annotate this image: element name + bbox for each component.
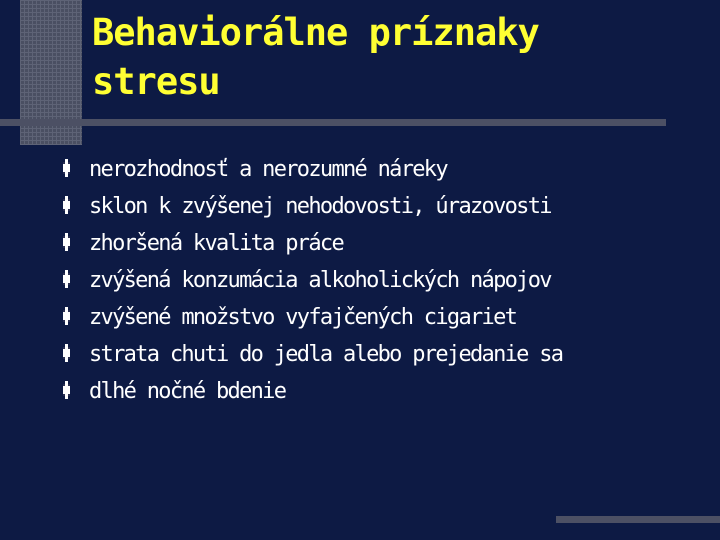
bullet-icon (63, 199, 70, 211)
bullet-text: zhoršená kvalita práce (89, 231, 343, 256)
bullet-icon (63, 310, 70, 322)
bullet-icon (63, 236, 70, 248)
bullet-text: strata chuti do jedla alebo prejedanie sa (89, 342, 563, 367)
slide-title (92, 8, 539, 106)
title-divider (0, 119, 666, 126)
bullet-icon (63, 273, 70, 285)
slide-title-line-2: stresu (92, 60, 220, 103)
bullet-text: nerozhodnosť a nerozumné náreky (89, 157, 447, 182)
decorative-corner-bar (556, 516, 720, 523)
bullet-text: sklon k zvýšenej nehodovosti, úrazovosti (89, 194, 551, 219)
bullet-text: dlhé nočné bdenie (89, 379, 286, 404)
bullet-text: zvýšené množstvo vyfajčených cigariet (89, 305, 517, 330)
bullet-text: zvýšená konzumácia alkoholických nápojov (89, 268, 551, 293)
bullet-icon (63, 347, 70, 359)
bullet-icon (63, 384, 70, 396)
bullet-icon (63, 162, 70, 174)
slide-title-line-1: Behaviorálne príznaky (92, 11, 539, 54)
